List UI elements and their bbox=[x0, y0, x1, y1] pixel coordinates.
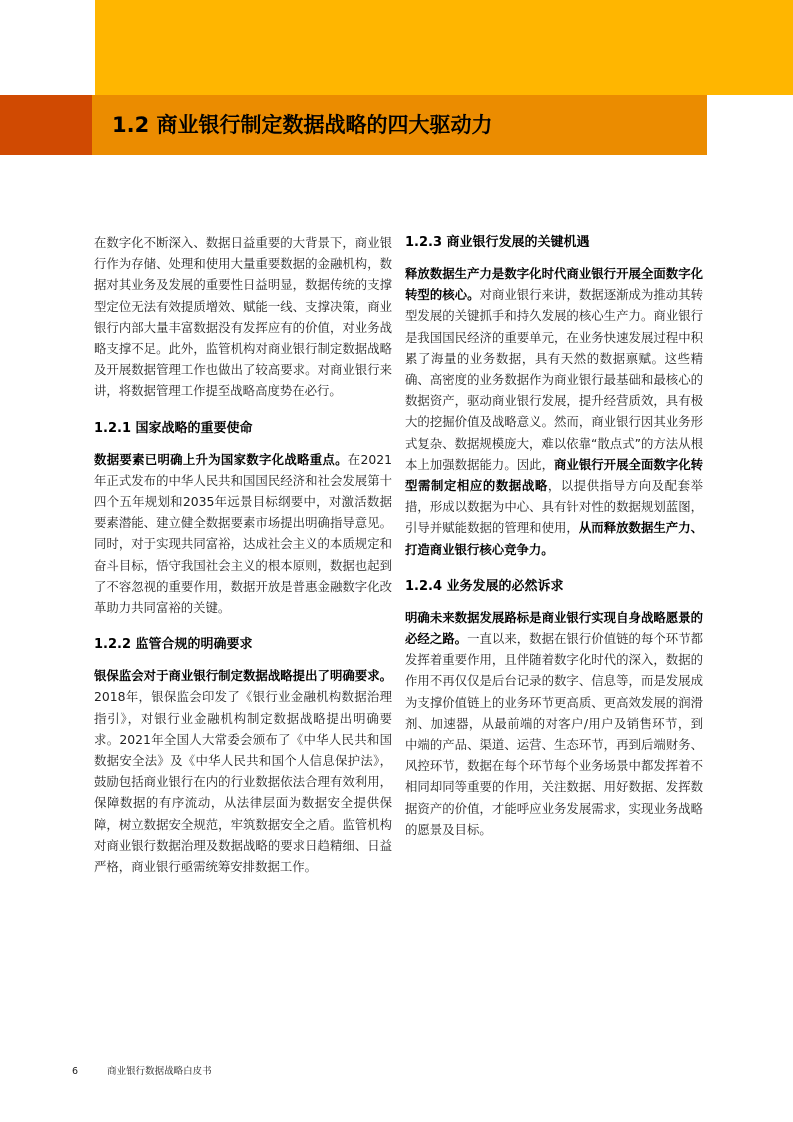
footer-doc-title: 商业银行数据战略白皮书 bbox=[107, 1066, 212, 1077]
section-title-bar bbox=[0, 95, 707, 155]
page-footer bbox=[72, 1063, 212, 1077]
header-top-band bbox=[95, 0, 793, 95]
heading-1-2-4: 1.2.4 业务发展的必然诉求 bbox=[405, 578, 564, 594]
section-title: 1.2 商业银行制定数据战略的四大驱动力 bbox=[112, 113, 493, 137]
body-1-2-1: 在2021年正式发布的中华人民共和国国民经济和社会发展第十四个五年规划和2035年远景目标纲要中，对激活数据要素潜能、建立健全数据要素市场提出明确指导意见。同时，对于实现共同富裕，达成社会主义的本质规定和奋斗目标，悟守我国社会主义的根本原则，数据也起到了不容忽视的重要作用，数据开放是普惠金融数字化改革助力共同富裕的关键。 bbox=[94, 451, 392, 616]
heading-1-2-3: 1.2.3 商业银行发展的关键机遇 bbox=[405, 235, 590, 250]
intro-paragraph: 在数字化不断深入、数据日益重要的大背景下，商业银行作为存储、处理和使用大量重要数据的金融机构，数据对其业务及发展的重要性日益明显，数据传统的支撑型定位无法有效提质增效、赋能一线、支撑决策，商业银行内部大量丰富数据没有发挥应有的价值，对业务战略支撑不足。此外，监管机构对商业银行制定数据战略及开展数据管理工作也做出了较高要求。对商业银行来讲，将数据管理工作提至战略高度势在必行。 bbox=[94, 235, 392, 399]
paragraph-1-2-1 bbox=[94, 449, 392, 619]
body-1-2-2: 2018年，银保监会印发了《银行业金融机构数据治理指引》，对银行业金融机构制定数据战略提出明确要求。2021年全国人大常委会颁布了《中华人民共和国数据安全法》及《中华人民共和国个人信息保护法》，鼓励包括商业银行在内的行业数据依法合理有效利用，保障数据的有序流动，从法律层面为数据安全提供保障，树立数据安全规范，牢筑数据安全之盾。监管机构对商业银行数据治理及数据战略的要求日趋精细、日益严格，商业银行亟需统筹安排数据工作。 bbox=[94, 689, 392, 875]
heading-1-2-2: 1.2.2 监管合规的明确要求 bbox=[94, 637, 253, 653]
paragraph-1-2-4 bbox=[405, 607, 703, 840]
right-column bbox=[405, 232, 703, 840]
lead-1-2-2: 银保监会对于商业银行制定数据战略提出了明确要求。 bbox=[94, 668, 392, 684]
paragraph-1-2-2 bbox=[94, 665, 392, 877]
body-1-2-3-a: 对商业银行来讲，数据逐渐成为推动其转型发展的关键抓手和持久发展的核心生产力。商业银行是我国国民经济的重要单元，在业务快速发展过程中积累了海量的业务数据，具有天然的数据禀赋。这些精确、高密度的业务数据作为商业银行最基础和最核心的数据资产，驱动商业银行发展，提升经营质效，具有极大的挖掘价值及战略意义。然而，商业银行因其业务形式复杂、数据规模庞大，难以依靠“散点式”的方法从根本上加强数据能力。因此， bbox=[405, 287, 704, 472]
bold-1-2-3-b: 从而释放数据生产力、打造商业银行核心竞争力。 bbox=[405, 520, 704, 557]
body-1-2-4: 一直以来，数据在银行价值链的每个环节都发挥着重要作用，且伴随着数字化时代的深入，数据的作用不再仅仅是后台记录的数字、信息等，而是发展成为支撑价值链上的业务环节更高质、更高效发展的润滑剂、加速器，从最前端的对客户/用户及销售环节，到中端的产品、渠道、运营、生态环节，再到后端财务、风控环节，数据在每个环节每个业务场景中都发挥着不相同却同等重要的作用，关注数据、用好数据、发挥数据资产的价值，才能呼应业务发展需求，实现业务战略的愿景及目标。 bbox=[405, 631, 704, 837]
heading-1-2-1: 1.2.1 国家战略的重要使命 bbox=[94, 420, 253, 436]
lead-1-2-4: 明确未来数据发展路标是商业银行实现自身战略愿景的必经之路。 bbox=[405, 609, 703, 647]
page-number: 6 bbox=[72, 1066, 79, 1077]
lead-1-2-1: 数据要素已明确上升为国家数字化战略重点。 bbox=[94, 451, 348, 467]
paragraph-1-2-3 bbox=[405, 263, 703, 560]
lead-1-2-3: 释放数据生产力是数字化时代商业银行开展全面数字化转型的核心。 bbox=[405, 266, 703, 303]
bold-1-2-3-a: 商业银行开展全面数字化转型需制定相应的数据战略 bbox=[405, 456, 704, 494]
body-1-2-3-b: ，以提供指导方向及配套举措，形成以数据为中心、具有针对性的数据规划蓝图，引导并赋能数据的管理和使用， bbox=[405, 478, 704, 536]
left-column bbox=[94, 232, 392, 877]
